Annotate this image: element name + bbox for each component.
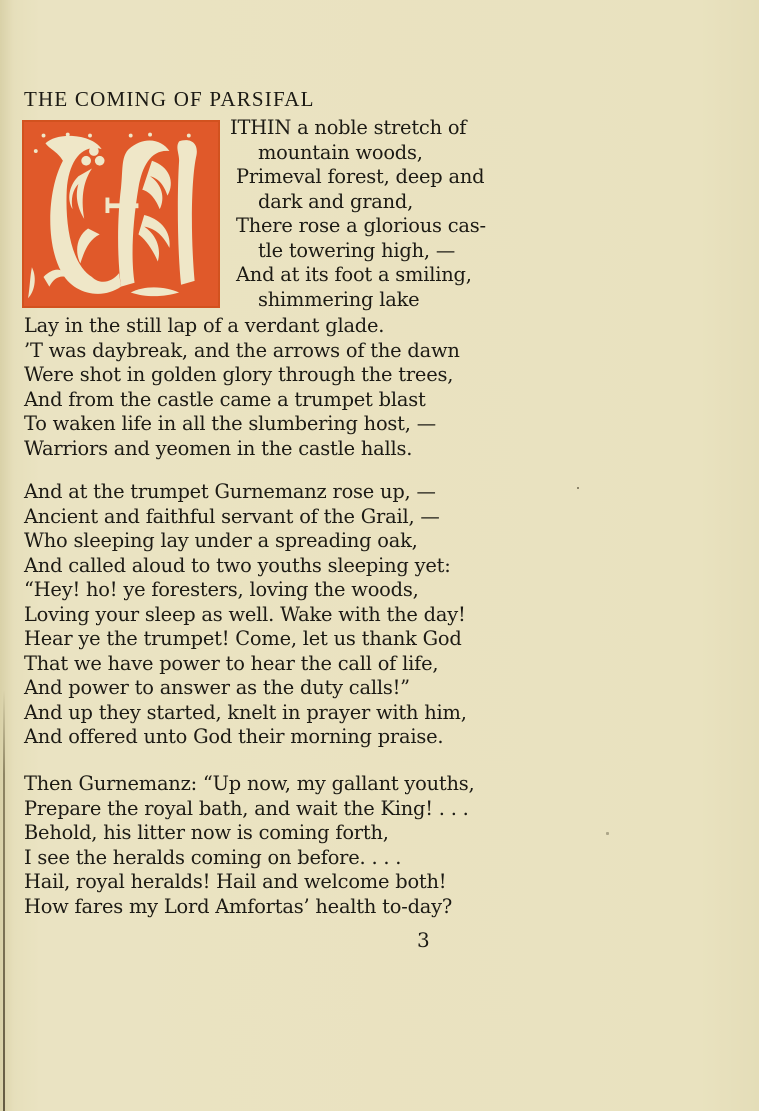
verse-line: To waken life in all the slumbering host, —: [24, 412, 436, 435]
verse-line: Lay in the still lap of a verdant glade.: [24, 314, 385, 337]
stanza-1-opening: [230, 116, 750, 312]
paper-speck: [606, 832, 609, 835]
stanza-3: [24, 772, 544, 919]
verse-line: dark and grand,: [258, 189, 414, 213]
verse-line: And from the castle came a trumpet blast: [24, 387, 426, 411]
verse-line: Then Gurnemanz: “Up now, my gallant youths,: [24, 772, 475, 795]
verse-line: And up they started, knelt in prayer with him,: [24, 700, 467, 724]
verse-line: Ancient and faithful servant of the Grail, —: [24, 504, 440, 528]
binding-edge: [3, 690, 5, 1111]
illuminated-initial-icon: [22, 120, 220, 308]
page-number: 3: [417, 928, 430, 952]
verse-line: There rose a glorious cas-: [236, 214, 486, 237]
verse-line: And at its foot a smiling,: [236, 263, 472, 286]
verse-line: Hail, royal heralds! Hail and welcome both!: [24, 870, 447, 893]
stanza-1-continued: [24, 314, 544, 461]
verse-line: Who sleeping lay under a spreading oak,: [24, 529, 418, 552]
illuminated-w-icon: [24, 122, 218, 306]
verse-line: Hear ye the trumpet! Come, let us thank God: [24, 627, 462, 650]
verse-line: Loving your sleep as well. Wake with the day!: [24, 602, 466, 626]
paper-speck: [577, 487, 579, 489]
verse-line: mountain woods,: [258, 140, 423, 164]
verse-line: And called aloud to two youths sleeping yet:: [24, 553, 451, 577]
verse-line: And at the trumpet Gurnemanz rose up, —: [24, 480, 436, 503]
verse-line: Warriors and yeomen in the castle halls.: [24, 436, 413, 460]
verse-line: Prepare the royal bath, and wait the King! . . .: [24, 796, 469, 820]
verse-line: I see the heralds coming on before. . . .: [24, 845, 402, 869]
verse-line: And power to answer as the duty calls!”: [24, 676, 410, 699]
verse-line: Were shot in golden glory through the trees,: [24, 363, 454, 386]
verse-line: And offered unto God their morning praise.: [24, 725, 444, 748]
page-title: THE COMING OF PARSIFAL: [24, 87, 315, 111]
verse-line: That we have power to hear the call of life,: [24, 651, 439, 675]
verse-line: shimmering lake: [258, 287, 420, 311]
verse-line: Behold, his litter now is coming forth,: [24, 821, 389, 844]
verse-line: “Hey! ho! ye foresters, loving the woods,: [24, 578, 419, 601]
verse-line: Primeval forest, deep and: [236, 165, 485, 188]
verse-line: ITHIN a noble stretch of: [230, 116, 467, 139]
verse-line: How fares my Lord Amfortas’ health to-day?: [24, 894, 453, 918]
verse-line: ’T was daybreak, and the arrows of the dawn: [24, 338, 460, 362]
verse-line: tle towering high, —: [258, 238, 456, 262]
stanza-2: [24, 480, 544, 750]
